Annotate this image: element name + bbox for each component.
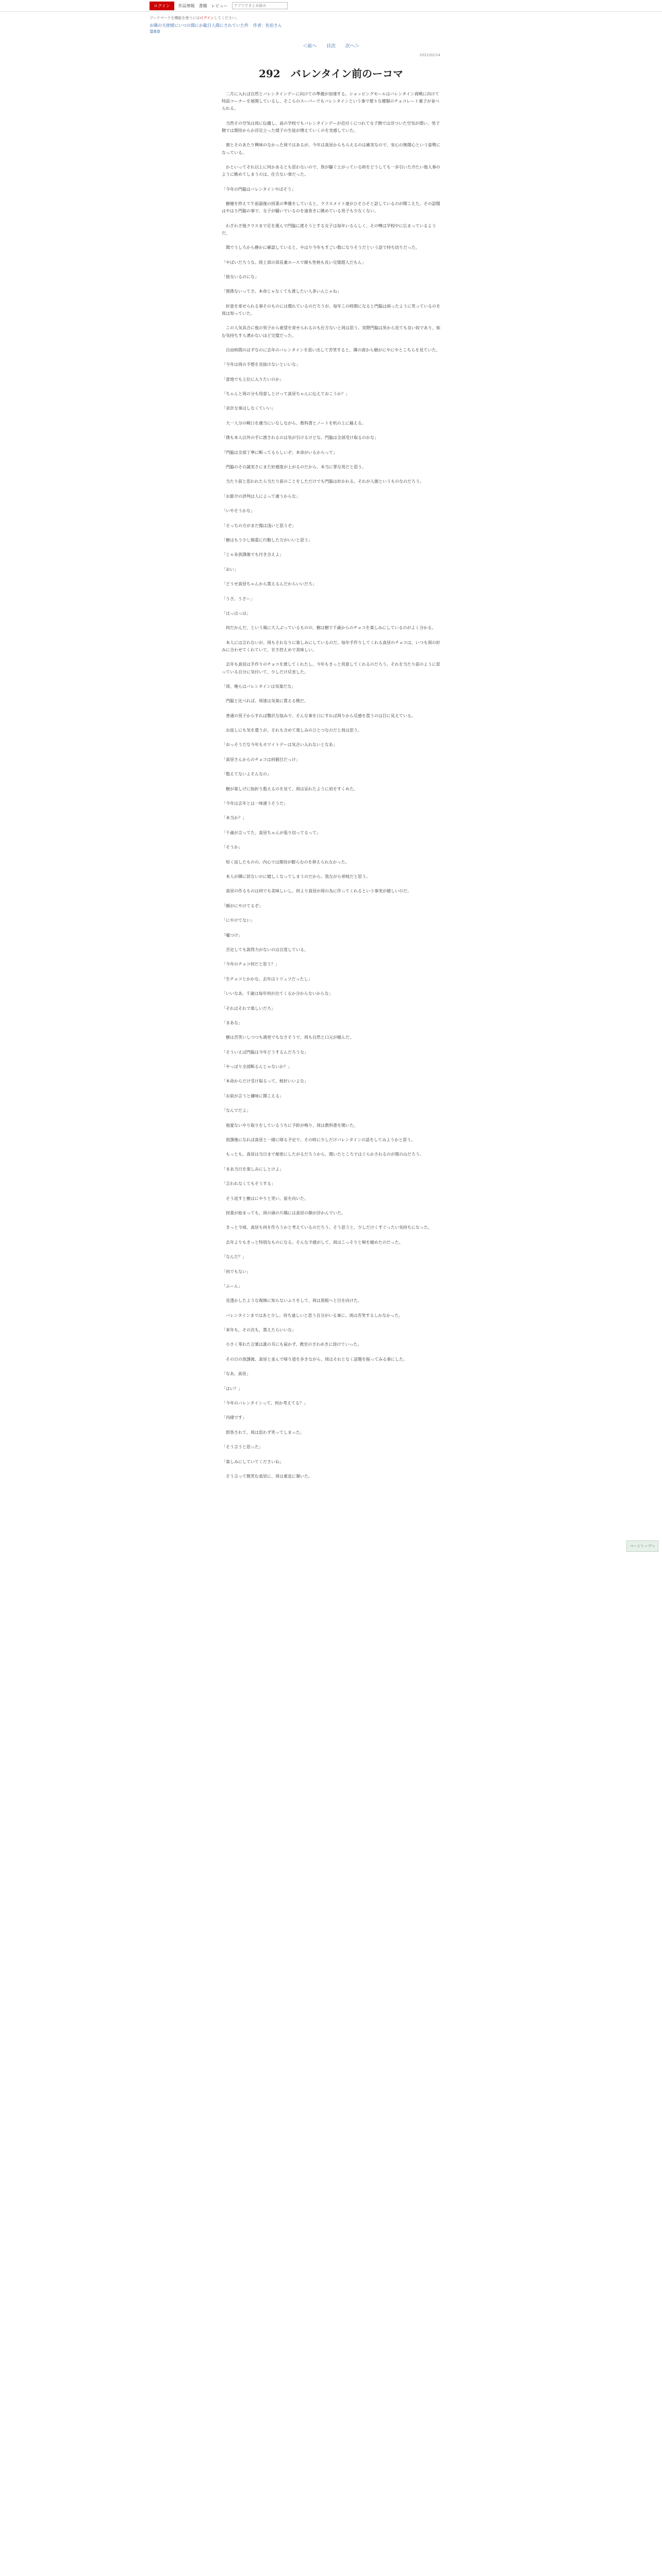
paragraph: 「僕も本人以外の手に渡されるのは気が引けるけどな。門脇は全部受け取るのかな」	[222, 435, 378, 440]
paragraph: 「今年は去年とは一味違うそうだ」	[222, 801, 288, 806]
paragraph: 「来年も、その次も、貰えたらいいな」	[222, 1328, 296, 1333]
paragraph: 「お節介の評判は人によって違うからな」	[222, 494, 300, 499]
paragraph: 「はい？」	[222, 1386, 242, 1391]
paragraph: 「それはそれで楽しいだろ」	[222, 1006, 275, 1011]
paragraph: 「うざ。うざー」	[222, 596, 255, 601]
paragraph: 授業が始まっても、周の頭の片隅には真昼の顔が浮かんでいた。	[222, 1210, 345, 1215]
paragraph: 「今年は周の予想を見抜けないといいな」	[222, 362, 300, 367]
paragraph: 短く返したものの、内心では期待が膨らむのを抑えられなかった。	[222, 859, 350, 865]
paragraph: 「おい」	[222, 567, 238, 572]
paragraph: 「意地でも上位に入りたいのか」	[222, 377, 284, 382]
paragraph: 「嘘つけ」	[222, 933, 242, 938]
content	[150, 15, 512, 1487]
paragraph: 即答されて、周は思わず笑ってしまった。	[222, 1430, 304, 1435]
paragraph: 樹が楽しげに指折り数えるのを見て、周は呆れたように肩をすくめた。	[222, 786, 358, 791]
paragraph: きっと今頃、真昼も何を作ろうかと考えているのだろう。そう思うと、少しだけくすぐったい気持ちになった。	[222, 1225, 432, 1230]
top-bar	[0, 0, 662, 12]
paragraph: 「そうか」	[222, 845, 242, 850]
paragraph: 「彼女いるのにな」	[222, 274, 259, 279]
paragraph: 「なんでだよ」	[222, 1108, 251, 1113]
paragraph: 「じゃあ放課後でも付き合えよ」	[222, 552, 284, 557]
paragraph: 自由時間のはずなのに去年のバレンタインを思い出して苦笑すると、隣の席から樹がにやにやとこちらを見ていた。	[222, 347, 440, 352]
paragraph: お返しにも気を遣うが、それも含めて楽しみのひとつなのだと周は思う。	[222, 728, 362, 733]
post-date: 2021/02/14	[419, 53, 440, 57]
paragraph: 「今年のチョコ何だと思う？」	[222, 962, 279, 967]
paragraph: 本人が隣に居ないのに嬉しくなってしまうのだから、我ながら単純だと思う。	[222, 874, 370, 879]
paragraph: 他愛ないやり取りをしているうちに予鈴が鳴り、周は教科書を開いた。	[222, 1123, 358, 1128]
paragraph: もっとも、真昼は当日まで秘密にしたがるだろうから、聞いたところではぐらかされるのが関の山だろう。	[222, 1152, 424, 1157]
paragraph: 二月に入れば自然とバレンタインデーに向けての準備が加速する。ショッピングモールはバレンタイン商戦に向けて特設コーナーを展開しているし、そこらのスーパーでもバレンタインという事で様々な種類のチョコレート菓子が並べられる。	[222, 92, 440, 111]
paragraph: 「周、俺らはバレンタインは気楽だな」	[222, 684, 296, 689]
paragraph: 「関係ないってさ。本命じゃなくても渡したい人多いんじゃね」	[222, 289, 341, 294]
paragraph: 「顔がにやけてるぞ」	[222, 903, 263, 908]
paragraph: 「お前が言うと嫌味に聞こえる」	[222, 1093, 284, 1098]
paragraph: 「そっちの方がまだ傷は浅いと思うぞ」	[222, 523, 296, 528]
paragraph: 「ふーん」	[222, 1283, 242, 1289]
paragraph: 「生チョコとかかな。去年はトリュフだったし」	[222, 976, 312, 981]
paragraph: 「やばいだろうな。陸上部の部長兼エースで顔も性格も良い完璧超人だもん」	[222, 260, 366, 265]
paragraph: 割とそのあたり興味のなかった周ではあるが、今年は真昼からもらえるのは確実なので、安心の無関心という姿勢になっている。	[222, 143, 440, 155]
bookmark-notice	[150, 15, 512, 21]
paragraph: 好意を寄せられる事そのものには慣れているのだろうが、毎年この時期になると門脇は困ったように笑っているのを周は知っていた。	[222, 303, 440, 316]
paragraph: 「余計な事はしなくていい」	[222, 406, 275, 411]
paragraph: 去年も真昼は手作りのチョコを渡してくれたし、今年もきっと用意してくれるのだろう。それを当たり前のように思っている自分に気付いて、少しだけ反省した。	[222, 662, 440, 674]
paragraph: 何だかんだ、という風に大人ぶっているものの、樹は樹で千歳からのチョコを楽しみにしているのがよく分かる。	[222, 625, 436, 631]
paragraph: 当たり前と思われたら当たり前のことをしただけでも門脇は好かれる。それが人徳というものなのだろう。	[222, 479, 424, 484]
paragraph: 「そういえば門脇は今年どうするんだろうな」	[222, 1049, 308, 1055]
nav-reviews[interactable]: レビュー	[211, 3, 228, 8]
paragraph: 「どうせ真昼ちゃんから貰えるんだからいいだろ」	[222, 582, 317, 587]
paragraph: 「まあな」	[222, 1020, 242, 1025]
paragraph: 「本当か？」	[222, 816, 246, 821]
paragraph: 「おっそうだな今年もホワイトデーは気合い入れないとなあ」	[222, 742, 337, 748]
paragraph: 樹は苦笑いしつつも満更でもなさそうで、周も自然と口元が緩んだ。	[222, 1035, 354, 1040]
paragraph: 真昼の作るものは何でも美味しいし、何より真昼が周の為に作ってくれるという事実が嬉しいのだ。	[222, 889, 411, 894]
paragraph: 樹健を終えて午前最後の授業の準備をしていると、クラスメイト達がひそひそと話しているのが聞こえた。その話題はやはり門脇の事で、女子が騒いでいるのを遠巻きに眺めている男子も少なくない。	[222, 201, 440, 214]
novel-body	[222, 91, 440, 1480]
index-link[interactable]: 目次	[326, 44, 336, 49]
notice-prefix: ブックマークを機能を使うには	[150, 16, 200, 20]
paragraph: 「楽しみにしていてくださいね」	[222, 1459, 284, 1464]
paragraph: 「言われなくてもそうする」	[222, 1181, 275, 1187]
paragraph: 「何でもない」	[222, 1269, 251, 1274]
paragraph: 「まあ当日を楽しみにしとけよ」	[222, 1166, 284, 1172]
paragraph: 「そう言うと思った」	[222, 1445, 263, 1450]
paragraph: 大一人分の軽口を適当にいなしながら、教科書とノートを机の上に揃える。	[222, 420, 366, 426]
paragraph: 「にやけてない」	[222, 918, 255, 923]
paragraph: そう返すと樹はにやりと笑い、前を向いた。	[222, 1196, 308, 1201]
paragraph: 「はっはっは」	[222, 611, 251, 616]
page-top-button[interactable]: ページトップへ	[626, 1540, 658, 1552]
chapter-group: 第8章	[150, 29, 161, 34]
paragraph: 「真昼さんからのチョコは何個目だっけ」	[222, 757, 300, 762]
paragraph: 小さく零れた言葉は誰の耳にも届かず、教室のざわめきに溶けていった。	[222, 1342, 362, 1347]
paragraph: かといってそれ以上に何かあるとも思わないので、皆が騒ぐ上がっている時をどうしても一歩引いた冷たい他人事のように眺めてしまうのは、仕方ない事だった。	[222, 164, 440, 177]
paragraph: 「やっぱり全部断るんじゃないか？」	[222, 1064, 292, 1070]
paragraph: 門脇のその誠実さにまた好感度が上がるのだから、本当に罪な男だと思う。	[222, 465, 366, 470]
paragraph: 「数えてないよそんなの」	[222, 772, 271, 777]
notice-suffix: してください。	[214, 16, 240, 20]
paragraph: 「なんだ？」	[222, 1255, 246, 1260]
paragraph: 「ちゃんと周の分も用意しとけって真昼ちゃんに伝えておこうか？」	[222, 392, 350, 397]
paragraph: 「なあ、真昼」	[222, 1371, 251, 1377]
next-link[interactable]: 次へ＞	[345, 44, 359, 49]
paragraph: 「千歳が言ってた。真昼ちゃんが張り切ってるって」	[222, 830, 321, 835]
prev-link[interactable]: ＜前へ	[303, 44, 317, 49]
search-input[interactable]	[232, 2, 288, 9]
paragraph: 去年よりもきっと特別なものになる。そんな予感がして、周はこっそりと頬を緩めたのだった。	[222, 1240, 403, 1245]
paragraph: 見透かしたような視線に知らないふりをして、周は黒板へと目を向けた。	[222, 1298, 362, 1303]
chapter-nav	[150, 42, 512, 49]
series-title-link[interactable]: お隣の天使様にいつの間にか駄目人間にされていた件	[150, 23, 249, 28]
paragraph: 普通の男子からすれば贅沢な悩みで、そんな事を口にすれば周りから反感を買うのは目に見えている。	[222, 713, 416, 718]
chapter-title: 292 バレンタイン前のーコマ	[258, 67, 404, 80]
paragraph: その日の放課後、真昼と並んで帰り道を歩きながら、周はそれとなく話題を振ってみる事にした。	[222, 1357, 407, 1362]
paragraph: 「門脇は全部丁寧に断ってるらしいぞ。本命がいるからって」	[222, 450, 337, 455]
paragraph: 「内緒です」	[222, 1415, 246, 1420]
paragraph: 本人には言わないが、周もそれなりに楽しみにしているのだ。毎年手作りしてくれる真昼のチョコは、いつも周の好みに合わせてくれていて、甘さ控えめで美味しい。	[222, 640, 440, 652]
paragraph: 「いやそうかな」	[222, 509, 255, 514]
paragraph: 放課後になれば真昼と一緒に帰る予定で、その時に少しだけバレンタインの話をしてみようかと思う。	[222, 1138, 416, 1143]
notice-login-link[interactable]: ログイン	[200, 16, 214, 20]
paragraph: 「本命からだけ受け取るって、格好いいよな」	[222, 1079, 308, 1084]
paragraph: 「いいなあ。千歳は毎年何が出てくるか分からないからな」	[222, 991, 333, 996]
login-button[interactable]: ログイン	[150, 2, 174, 10]
nav-books[interactable]: 書籍	[198, 3, 207, 8]
paragraph: わざわざ他クラスまで足を運んで門脇に渡そうとする女子は毎年いるらしく、その噂は学校中に広まっているようだ。	[222, 223, 436, 235]
author-link[interactable]: 作者：佐伯さん	[253, 23, 282, 28]
paragraph: 門脇と比べれば、周達は気楽に貰える側だ。	[222, 699, 308, 704]
paragraph: 「今年のバレンタインって、何か考えてる？」	[222, 1401, 308, 1406]
paragraph: 「今年の門脇はバレンタインやばそう」	[222, 187, 296, 192]
paragraph: この人気具合に他の男子から羨望を寄せられるのも仕方ないと周は思う。実際門脇は男から見ても良い奴であり、妬む気持ちすら湧かないほど完璧だった。	[222, 326, 440, 338]
nav-works[interactable]: 作品情報	[178, 3, 195, 8]
paragraph: 当然その空気は周に伝播し、高の学校でもバレンタインデーが近付くにつれて女子側では浮ついた空気が漂い、男子側では期待からか浮足立った様子の生徒が増えていくのを実感していた。	[222, 121, 440, 133]
paragraph: そう言って微笑む真昼に、周は素直に頷いた。	[222, 1474, 312, 1479]
paragraph: 否定しても説得力がないのは自覚している。	[222, 947, 308, 952]
paragraph: 聞でうしろから静かに確認していると、やはり今年もすごい数になりそうだという話で持ち切りだった。	[222, 245, 420, 250]
paragraph: バレンタインまではあと少し。待ち遠しいと思う自分がいる事に、周は苦笑するしかなかった。	[222, 1313, 403, 1318]
paragraph: 「樹はもう少し慎重に行動した方がいいと思う」	[222, 537, 312, 543]
